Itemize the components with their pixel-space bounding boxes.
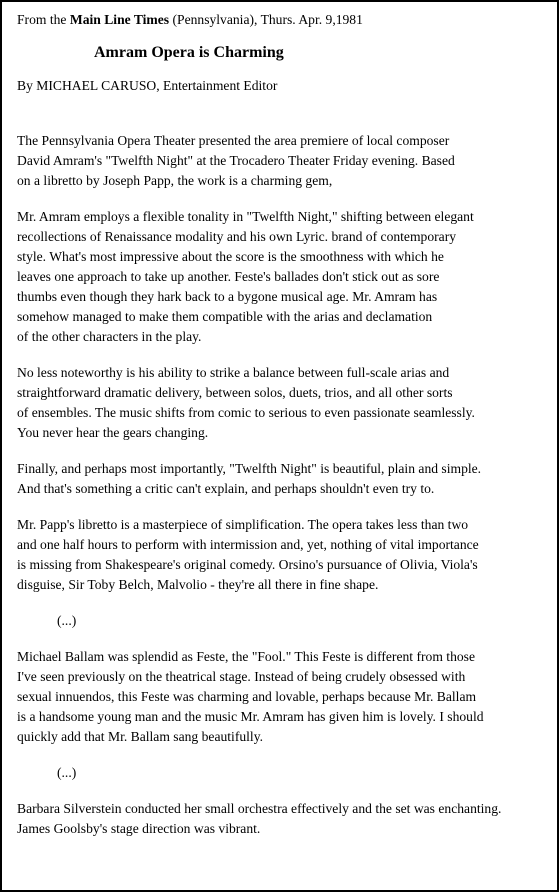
paragraph-ballam (17, 647, 549, 747)
ellipsis-omission (17, 611, 549, 631)
paragraph-intro (17, 131, 549, 191)
paragraph-line: recollections of Renaissance modality and his own Lyric. brand of contemporary (17, 229, 457, 244)
masthead-date: (Pennsylvania), Thurs. Apr. 9,1981 (169, 12, 363, 27)
paragraph-line: of the other characters in the play. (17, 329, 202, 344)
ellipsis-omission (17, 763, 549, 783)
omission-mark: (...) (57, 613, 77, 628)
paragraph-line: disguise, Sir Toby Belch, Malvolio - they're all there in fine shape. (17, 577, 379, 592)
paragraph-line: Finally, and perhaps most importantly, "Twelfth Night" is beautiful, plain and simple. (17, 461, 482, 476)
paragraph-line: is missing from Shakespeare's original comedy. Orsino's pursuance of Olivia, Viola's (17, 557, 478, 572)
article (17, 10, 549, 839)
paragraph-line: Mr. Amram employs a flexible tonality in "Twelfth Night," shifting between elegant (17, 209, 474, 224)
paragraph-line: quickly add that Mr. Ballam sang beautifully. (17, 729, 264, 744)
paragraph-line: The Pennsylvania Opera Theater presented the area premiere of local composer (17, 133, 450, 148)
headline: Amram Opera is Charming (94, 44, 284, 61)
paragraph-line: somehow managed to make them compatible with the arias and declamation (17, 309, 433, 324)
paragraph-line: thumbs even though they hark back to a bygone musical age. Mr. Amram has (17, 289, 438, 304)
paragraph-beautiful (17, 459, 549, 499)
omission-mark: (...) (57, 765, 77, 780)
paragraph-line: of ensembles. The music shifts from comic to serious to even passionate seamlessly. (17, 405, 475, 420)
byline: By MICHAEL CARUSO, Entertainment Editor (17, 78, 278, 93)
paragraph-line: Mr. Papp's libretto is a masterpiece of simplification. The opera takes less than two (17, 517, 469, 532)
paragraph-line: I've seen previously on the theatrical stage. Instead of being crudely obsessed with (17, 669, 466, 684)
paragraph-line: James Goolsby's stage direction was vibrant. (17, 821, 261, 836)
masthead-prefix: From the (17, 12, 70, 27)
paragraph-line: straightforward dramatic delivery, between solos, duets, trios, and all other sorts (17, 385, 453, 400)
paragraph-line: is a handsome young man and the music Mr. Amram has given him is lovely. I should (17, 709, 484, 724)
paragraph-line: David Amram's "Twelfth Night" at the Trocadero Theater Friday evening. Based (17, 153, 455, 168)
paragraph-balance (17, 363, 549, 443)
paragraph-line: And that's something a critic can't explain, and perhaps shouldn't even try to. (17, 481, 435, 496)
masthead (17, 10, 549, 30)
paragraph-line: No less noteworthy is his ability to strike a balance between full-scale arias and (17, 365, 450, 380)
paragraph-conclusion (17, 799, 549, 839)
paragraph-line: Michael Ballam was splendid as Feste, the "Fool." This Feste is different from those (17, 649, 475, 664)
paragraph-line: on a libretto by Joseph Papp, the work is a charming gem, (17, 173, 333, 188)
paragraph-libretto (17, 515, 549, 595)
newspaper-name: Main Line Times (69, 12, 170, 27)
paragraph-line: You never hear the gears changing. (17, 425, 209, 440)
paragraph-tonality (17, 207, 549, 347)
paragraph-line: style. What's most impressive about the score is the smoothness with which he (17, 249, 444, 264)
paragraph-line: and one half hours to perform with intermission and, yet, nothing of vital importance (17, 537, 479, 552)
paragraph-line: sexual innuendos, this Feste was charming and lovable, perhaps because Mr. Ballam (17, 689, 477, 704)
paragraph-line: leaves one approach to take up another. Feste's ballades don't stick out as sore (17, 269, 440, 284)
paragraph-line: Barbara Silverstein conducted her small orchestra effectively and the set was enchanting. (17, 801, 502, 816)
